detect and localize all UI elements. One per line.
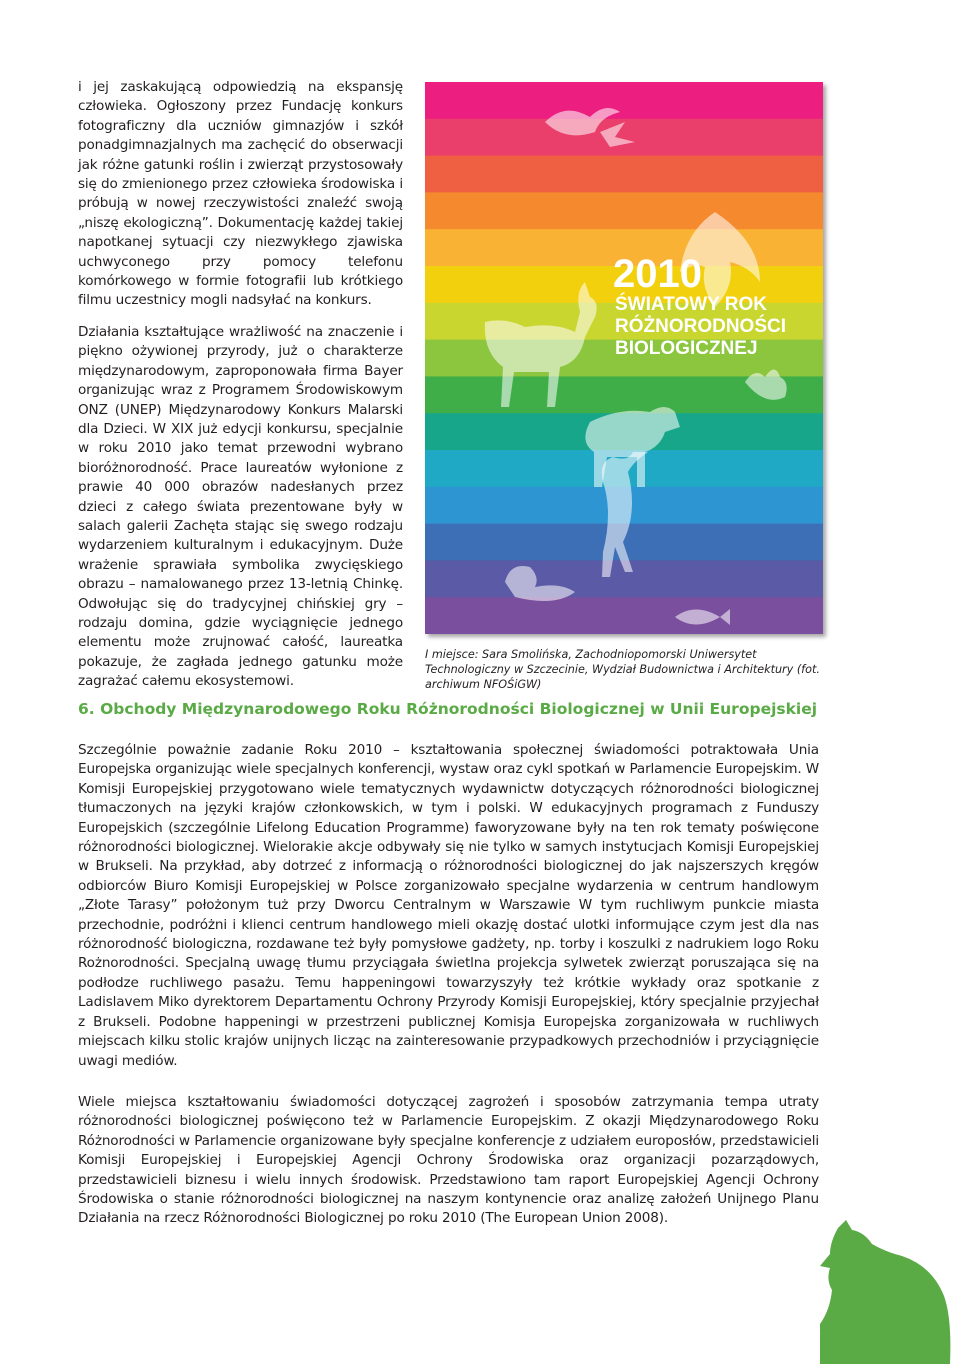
poster-title-line1: ŚWIATOWY ROK xyxy=(615,294,767,315)
left-paragraph-1: i jej zaskakującą odpowiedzią na ekspansję człowieka. Ogłoszony przez Fundację konkurs fotograficzny dla uczniów gimnazjów i szkół ponadgimnazjalnych ma zachęcić do obserwacji jak różne gatunki roślin i zwierząt przystosowały się do zmienionego przez człowieka środowiska i próbują w nowej rzeczywistości znaleźć swoją „niszę ekologiczną”. Dokumentację każdej takiej napotkanej sytuacji czy niezwykłego zjawiska uchwyconego przy pomocy telefonu komórkowego w formie fotografii lub krótkiego filmu uczestnicy mogli nadsyłać na konkurs. xyxy=(78,79,403,309)
poster-year: 2010 xyxy=(613,252,702,296)
biodiversity-poster-image xyxy=(425,82,823,634)
page-number: 19 xyxy=(798,1324,822,1343)
poster-stripe xyxy=(425,156,823,193)
image-caption: I miejsce: Sara Smolińska, Zachodniopomorski Uniwersytet Technologiczny w Szczecinie, Wydział Budownictwa i Architektury (fot. archiwum NFOŚiGW) xyxy=(425,648,820,691)
howling-wolf-icon xyxy=(820,1218,960,1364)
poster-stripe xyxy=(425,597,823,634)
poster-title-line2: RÓŻNORODNOŚCI xyxy=(615,316,786,337)
poster-stripe xyxy=(425,119,823,156)
poster-stripe xyxy=(425,82,823,119)
poster-title-line3: BIOLOGICZNEJ xyxy=(615,338,758,359)
section-body xyxy=(78,741,819,1251)
poster-artwork xyxy=(425,82,823,634)
poster-stripe xyxy=(425,192,823,229)
left-text-column xyxy=(78,78,403,704)
section-paragraph-1: Szczególnie poważnie zadanie Roku 2010 – kształtowania społecznej świadomości potraktowała Unia Europejska organizując wiele specjalnych konferencji, wystaw oraz cykl spotkań w Parlamencie Europejskim. W Komisji Europejskiej przygotowano wiele tematycznych wydawnictw dotyczących różnorodności biologicznej tłumaczonych na języki krajów członkowskich, w tym i polski. W edukacyjnych programach z Funduszy Europejskich (szczególnie Lifelong Education Programme) faworyzowane były na ten rok tematy poświęcone różnorodności biologicznej. Wielorakie akcje odbywały się nie tylko w samych instytucjach Komisji Europejskiej w Brukseli. Na przykład, aby dotrzeć z informacją o różnorodności biologicznej do jak najszerszych kręgów odbiorców Biuro Komisji Europejskiej w Polsce zorganizowało specjalne wydarzenia w centrum handlowym „Złote Tarasy” położonym tuż przy Dworcu Centralnym w Warszawie W tym ruchliwym punkcie miasta przechodnie, podróżni i klienci centrum handlowego mieli okazję dostać ulotki informujące czym jest dla nas różnorodność biologiczna, rozdawane też były pomysłowe gadżety, np. torby i koszulki z nadrukiem logo Roku Rożnorodności. Specjalną uwagę tłumu przyciągała świetlna projekcja sylwetek zwierząt poruszająca się na podłodze ruchliwego pasażu. Temu happeningowi towarzyszyły też krótkie wykłady oraz spotkanie z Ladislavem Miko dyrektorem Departamentu Ochrony Przyrody Komisji Europejskiej, który specjalnie przyjechał z Brukseli. Podobne happeningi w przestrzeni publicznej Komisja Europejska zorganizowała w ruchliwych miejscach kilku stolic krajów unijnych licząc na zainteresowanie przypadkowych przechodniów i przyciągnięcie uwagi mediów. xyxy=(78,742,819,1069)
section-paragraph-2: Wiele miejsca kształtowaniu świadomości dotyczącej zagrożeń i sposobów zatrzymania tempa utraty różnorodności biologicznej poświęcono też w Parlamencie Europejskim. Z okazji Międzynarodowego Roku Różnorodności w Parlamencie organizowane były specjalne konferencje z udziałem europosłów, przedstawicieli Komisji Europejskiej i Europejskiej Agencji Ochrony Środowiska oraz organizacji pozarządowych, przedstawicieli biznesu i wielu innych środowisk. Przedstawiono tam raport Europejskiej Agencji Ochrony Środowiska o stanie różnorodności biologicznej na naszym kontynencie oraz analizę założeń Unijnego Planu Działania na rzecz Różnorodności Biologicznej po roku 2010 (The European Union 2008). xyxy=(78,1093,819,1227)
section-heading: 6. Obchody Międzynarodowego Roku Różnorodności Biologicznej w Unii Europejskiej xyxy=(78,700,818,718)
left-paragraph-2: Działania kształtujące wrażliwość na znaczenie i piękno ożywionej przyrody, już o charakterze międzynarodowym, zaproponowała firma Bayer organizując wraz z Programem Środowiskowym ONZ (UNEP) Międzynarodowy Konkurs Malarski dla Dzieci. W XIX już edycji konkursu, specjalnie w roku 2010 jako temat przewodni wybrano bioróżnorodność. Prace laureatów wyłonione z prawie 40 000 obrazów nadesłanych przez dzieci z całego świata prezentowane były w salach galerii Zachęta stając się swego rodzaju wydarzeniem kulturalnym i edukacyjnym. Duże wrażenie sprawiała symbolika zwycięskiego obrazu – namalowanego przez 13-letnią Chinkę. Odwołując się do tradycyjnej chińskiej gry – rodzaju domina, gdzie wyciągnięcie jednego elementu może zrujnować całość, laureatka pokazuje, że zagłada jednego gatunku może zagrażać całemu ekosystemowi. xyxy=(78,323,403,690)
